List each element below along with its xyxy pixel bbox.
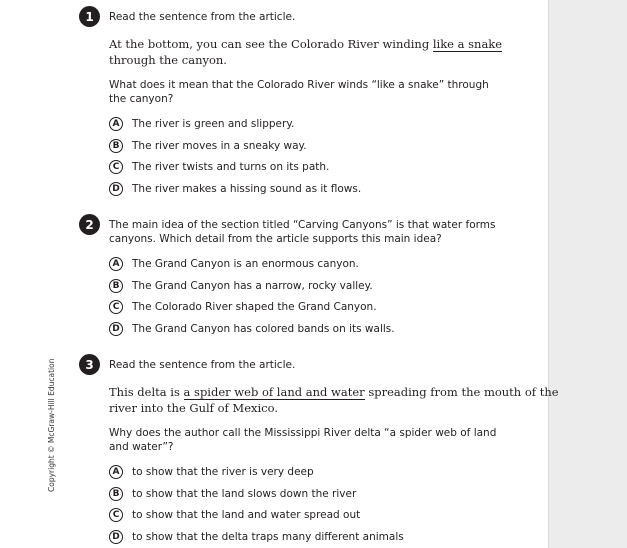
question-1-text-line-2: the canyon? (109, 93, 174, 105)
answer-bubble-d[interactable]: D (109, 182, 123, 196)
option-text: The Grand Canyon has colored bands on its walls. (132, 323, 395, 335)
answer-bubble-b[interactable]: B (109, 487, 123, 501)
underlined-phrase: like a snake (432, 37, 503, 51)
question-3-excerpt-line-1 (109, 384, 559, 400)
question-3-text-line-2: and water”? (109, 441, 174, 453)
question-1-excerpt-line-2: through the canyon. (109, 53, 227, 67)
option-text: The river twists and turns on its path. (132, 161, 330, 173)
option-text: to show that the land slows down the river (132, 488, 357, 500)
answer-bubble-c[interactable]: C (109, 300, 123, 314)
question-3-option-b[interactable] (109, 487, 356, 501)
excerpt-text: At the bottom, you can see the Colorado River winding (109, 37, 433, 51)
answer-bubble-c[interactable]: C (109, 160, 123, 174)
answer-bubble-a[interactable]: A (109, 117, 123, 131)
question-1-prompt: Read the sentence from the article. (109, 11, 296, 23)
copyright-notice: Copyright © McGraw-Hill Education (47, 358, 56, 492)
option-text: to show that the delta traps many different animals (132, 531, 404, 543)
question-3-excerpt-line-2: river into the Gulf of Mexico. (109, 401, 278, 415)
question-2-option-c[interactable] (109, 300, 377, 314)
question-1-option-c[interactable] (109, 160, 329, 174)
question-3-option-a[interactable] (109, 465, 314, 479)
answer-bubble-b[interactable]: B (109, 279, 123, 293)
question-1-option-b[interactable] (109, 139, 307, 153)
question-2-text-line-2: canyons. Which detail from the article supports this main idea? (109, 233, 442, 245)
question-2-option-d[interactable] (109, 322, 395, 336)
option-text: The river makes a hissing sound as it flows. (132, 183, 362, 195)
question-number-2: 2 (79, 214, 100, 235)
answer-bubble-d[interactable]: D (109, 530, 123, 544)
answer-bubble-a[interactable]: A (109, 465, 123, 479)
option-text: The river is green and slippery. (132, 118, 295, 130)
answer-bubble-c[interactable]: C (109, 508, 123, 522)
question-1-text-line-1: What does it mean that the Colorado River winds “like a snake” through (109, 79, 489, 91)
question-3-prompt: Read the sentence from the article. (109, 359, 296, 371)
excerpt-text: spreading from the mouth of the (364, 385, 559, 399)
question-2-option-b[interactable] (109, 279, 373, 293)
option-text: The Grand Canyon is an enormous canyon. (132, 258, 359, 270)
question-1-option-a[interactable] (109, 117, 294, 131)
question-2-option-a[interactable] (109, 257, 359, 271)
question-number-3: 3 (79, 354, 100, 375)
question-3-text-line-1: Why does the author call the Mississippi River delta “a spider web of land (109, 427, 497, 439)
underlined-phrase: a spider web of land and water (183, 385, 365, 399)
answer-bubble-a[interactable]: A (109, 257, 123, 271)
question-3-option-d[interactable] (109, 530, 404, 544)
answer-bubble-d[interactable]: D (109, 322, 123, 336)
option-text: The Grand Canyon has a narrow, rocky valley. (132, 280, 373, 292)
question-2-text-line-1: The main idea of the section titled “Carving Canyons” is that water forms (109, 219, 496, 231)
option-text: The Colorado River shaped the Grand Canyon. (132, 301, 377, 313)
answer-bubble-b[interactable]: B (109, 139, 123, 153)
question-1-excerpt-line-1 (109, 36, 502, 52)
option-text: to show that the river is very deep (132, 466, 314, 478)
question-3-option-c[interactable] (109, 508, 360, 522)
question-number-1: 1 (79, 6, 100, 27)
option-text: to show that the land and water spread out (132, 509, 361, 521)
question-1-option-d[interactable] (109, 182, 361, 196)
excerpt-text: This delta is (109, 385, 184, 399)
option-text: The river moves in a sneaky way. (132, 140, 307, 152)
